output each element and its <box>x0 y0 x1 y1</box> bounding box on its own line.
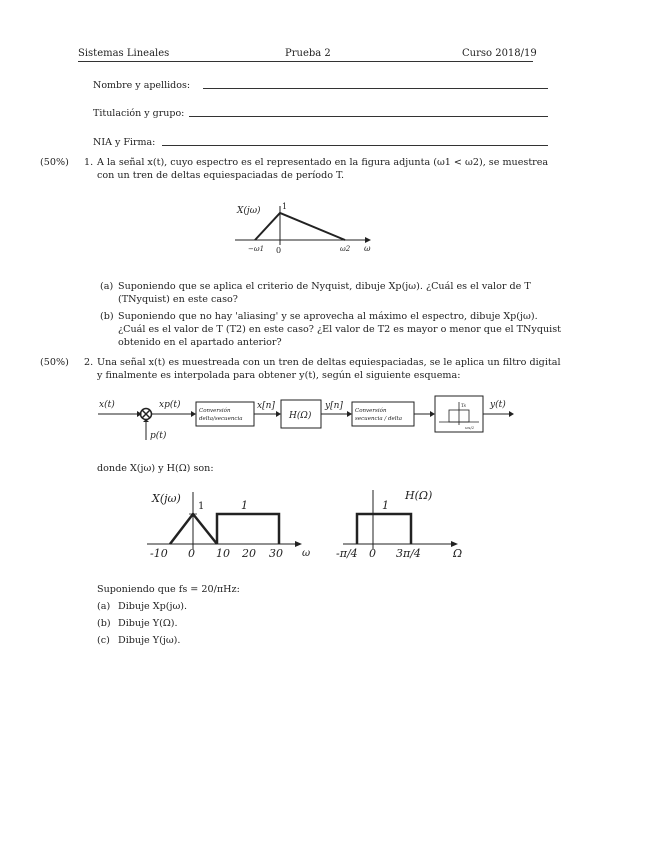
hfig-ylabel: H(Ω) <box>405 489 433 502</box>
diagram-arrow-icon <box>276 411 281 417</box>
diagram-arrow-icon <box>509 411 514 417</box>
q1-number: 1. <box>84 157 94 168</box>
xfig-xlabel: ω <box>302 548 311 559</box>
q2-h-filter-figure <box>333 487 468 562</box>
header-rule <box>78 61 533 62</box>
q2-block-diagram <box>96 392 516 444</box>
nia-field-line[interactable] <box>162 145 548 146</box>
xfig-ylabel: X(jω) <box>152 492 181 505</box>
diagram-y-n-label: y[n] <box>325 401 343 411</box>
q2-number: 2. <box>84 357 94 368</box>
q1-pos-tick: ω2 <box>340 245 351 253</box>
q2-item-b-text: Dibuje Y(Ω). <box>118 618 178 629</box>
diagram-arrow-icon <box>430 411 435 417</box>
xfig-rectangle <box>217 514 279 544</box>
q1-x-arrow-icon <box>365 237 371 243</box>
q1-a-line1: Suponiendo que se aplica el criterio de Nyquist, dibuje Xp(jω). ¿Cuál es el valor de T <box>118 281 531 292</box>
q2-text-line1: Una señal x(t) es muestreada con un tren de deltas equiespaciadas, se le aplica un filtro digital <box>97 357 561 368</box>
xfig-tick-m10: -10 <box>150 547 168 560</box>
nia-field-label: NIA y Firma: <box>93 137 156 148</box>
diagram-arrow-icon <box>347 411 352 417</box>
q1-peak-label: 1 <box>282 202 288 211</box>
q1-a-label: (a) <box>100 281 114 292</box>
hfig-tick-3pi4: 3π/4 <box>396 547 421 560</box>
xfig-x-arrow-icon <box>295 541 302 547</box>
diagram-y-t-label: y(t) <box>490 400 506 410</box>
conversion-delta-sequence-block <box>196 402 254 426</box>
q1-text-line2: con un tren de deltas equiespaciadas de período T. <box>97 170 345 181</box>
conversion-sequence-delta-block <box>352 402 414 426</box>
q1-spectrum-figure <box>230 198 380 260</box>
q1-zero-tick: 0 <box>276 246 282 255</box>
degree-field-label: Titulación y grupo: <box>93 108 185 119</box>
degree-field-line[interactable] <box>189 116 548 117</box>
q1-text-line1: A la señal x(t), cuyo espectro es el representado en la figura adjunta (ω1 < ω2), se muestrea <box>97 157 549 168</box>
q2-item-c-text: Dibuje Y(jω). <box>118 635 181 646</box>
hfig-xlabel: Ω <box>453 547 463 560</box>
q1-b-line2: ¿Cuál es el valor de T (T2) en este caso? ¿El valor de T2 es mayor o menor que el TNyquist <box>118 324 562 335</box>
header-exam-title: Prueba 2 <box>285 48 331 59</box>
q1-neg-tick: −ω1 <box>248 245 265 253</box>
xfig-tick-20: 20 <box>242 547 256 560</box>
q2-fs-text: Suponiendo que fs = 20/πHz: <box>97 584 240 595</box>
header-year: Curso 2018/19 <box>462 48 537 59</box>
conv1-line1: Conversión <box>199 408 231 414</box>
q1-weight: (50%) <box>40 157 69 168</box>
diagram-arrow-icon <box>191 411 196 417</box>
xfig-rect-level: 1 <box>241 499 248 512</box>
q2-where-text: donde X(jω) y H(Ω) son: <box>97 463 214 474</box>
hfig-level: 1 <box>382 499 389 512</box>
diagram-xp-t-label: xp(t) <box>159 400 181 410</box>
diagram-ts-label: Ts <box>461 404 466 409</box>
q2-item-b-label: (b) <box>97 618 111 629</box>
q2-item-a-label: (a) <box>97 601 111 612</box>
conv2-line2: secuencia / delta <box>355 416 402 422</box>
q2-item-c-label: (c) <box>97 635 110 646</box>
diagram-p-t-label: p(t) <box>150 431 167 441</box>
xfig-peak-label: 1 <box>198 501 205 512</box>
diagram-h-omega-label: H(Ω) <box>289 411 312 421</box>
q1-ylabel: X(jω) <box>237 206 261 216</box>
xfig-tick-10: 10 <box>216 547 230 560</box>
q1-xlabel: ω <box>364 244 371 253</box>
q2-item-a-text: Dibuje Xp(jω). <box>118 601 188 612</box>
diagram-wc-label: ωs/2 <box>465 425 475 430</box>
q2-text-line2: y finalmente es interpolada para obtener y(t), según el siguiente esquema: <box>97 370 461 381</box>
hfig-tick-mpi4: -π/4 <box>336 547 358 560</box>
q1-spectrum-shape <box>255 213 345 240</box>
diagram-x-n-label: x[n] <box>257 401 275 411</box>
name-field-line[interactable] <box>203 88 548 89</box>
hfig-tick-0: 0 <box>369 547 376 560</box>
header-course-name: Sistemas Lineales <box>78 48 170 59</box>
xfig-tick-0: 0 <box>188 547 195 560</box>
q2-x-spectrum-figure <box>145 487 320 562</box>
xfig-tick-30: 30 <box>269 547 283 560</box>
hfig-rectangle <box>357 514 411 544</box>
conv1-line2: delta/secuencia <box>199 416 243 422</box>
conv2-line1: Conversión <box>355 408 387 414</box>
q1-b-line3: obtenido en el apartado anterior? <box>118 337 282 348</box>
diagram-x-t-label: x(t) <box>99 400 115 410</box>
q1-b-label: (b) <box>100 311 114 322</box>
q1-b-line1: Suponiendo que no hay 'aliasing' y se aprovecha al máximo el espectro, dibuje Xp(jω). <box>118 311 538 322</box>
name-field-label: Nombre y apellidos: <box>93 80 191 91</box>
q2-weight: (50%) <box>40 357 69 368</box>
q1-a-line2: (TNyquist) en este caso? <box>118 294 238 305</box>
